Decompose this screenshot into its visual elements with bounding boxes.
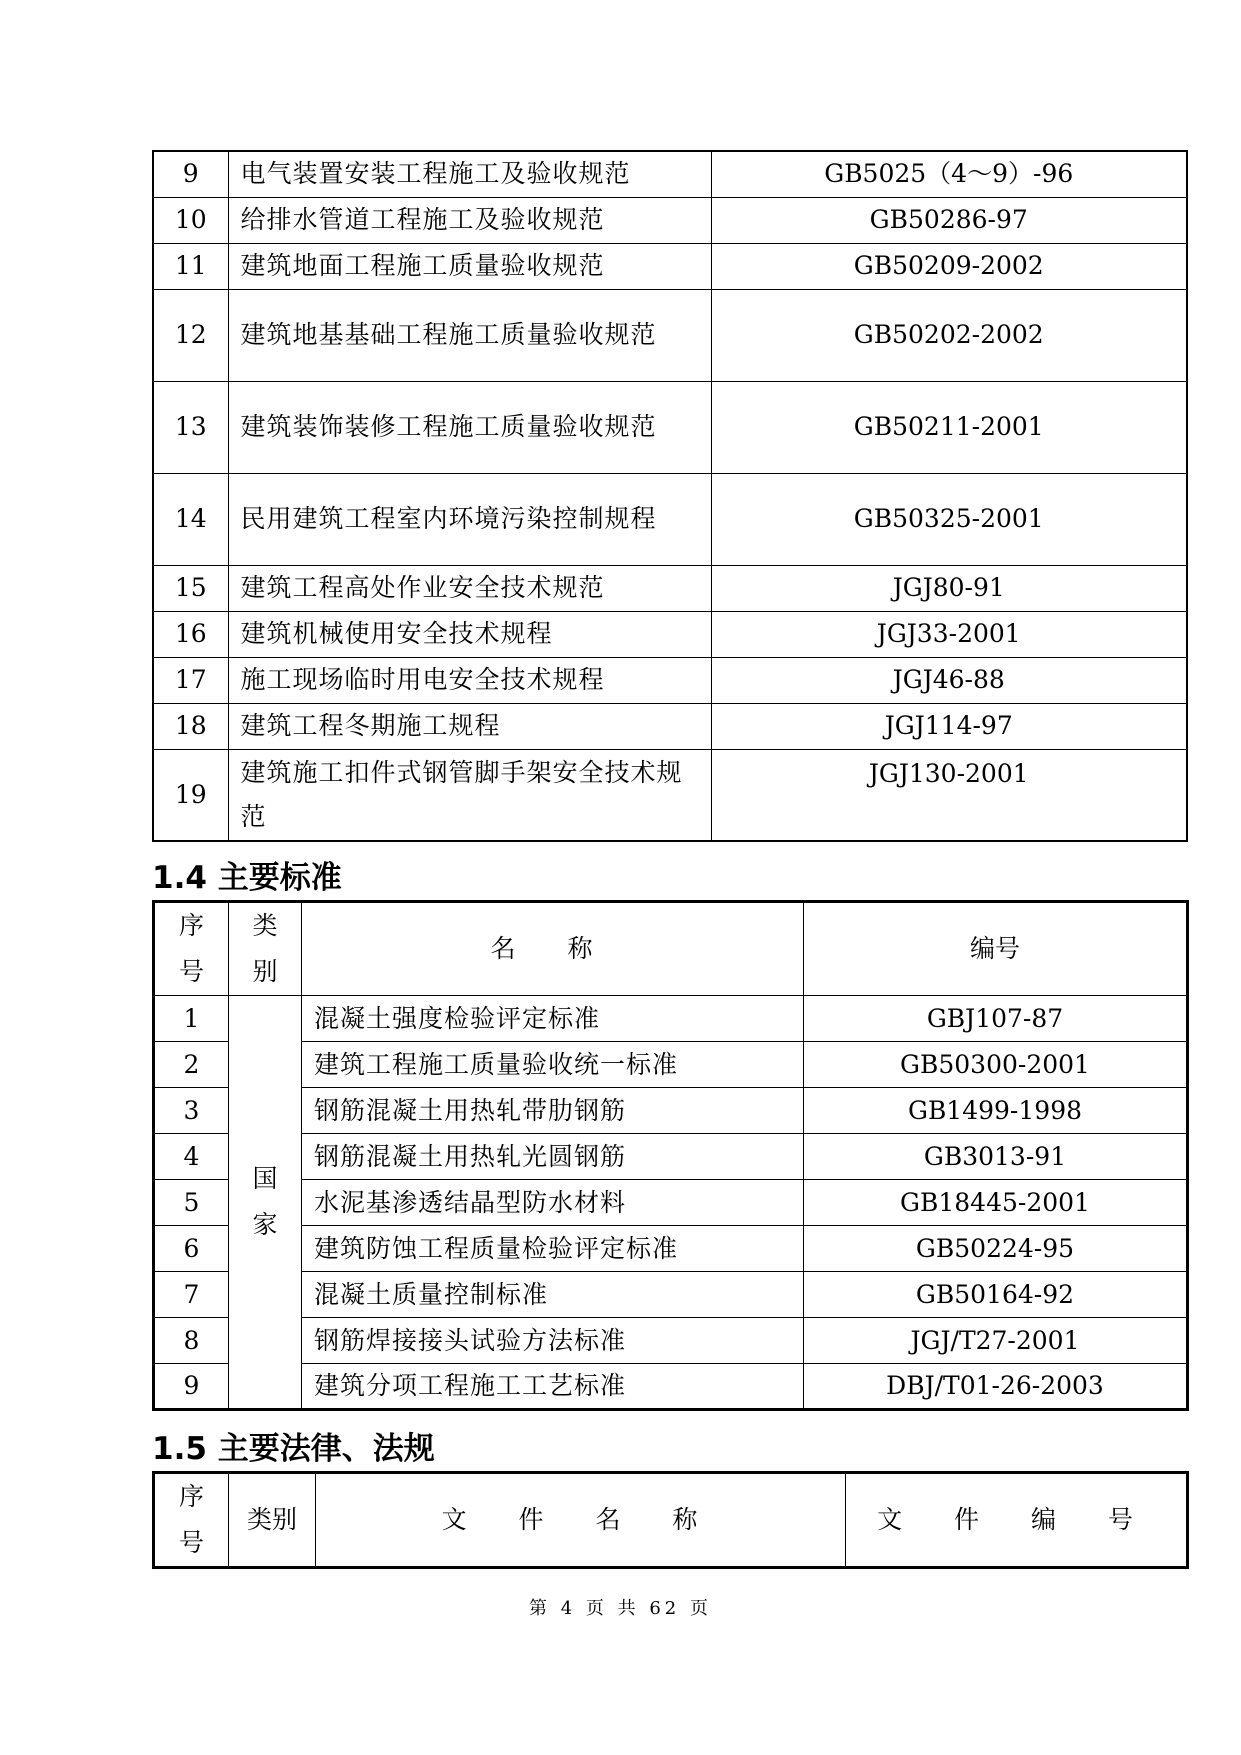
- table-row: [153, 289, 1187, 381]
- table-row: [154, 996, 1188, 1042]
- table-row: [153, 243, 1187, 289]
- row-number: 6: [154, 1226, 229, 1272]
- table-row: [153, 703, 1187, 749]
- row-number: 19: [153, 749, 228, 841]
- row-code: JGJ33-2001: [711, 611, 1187, 657]
- table-row: [154, 1180, 1188, 1226]
- row-code: GB50224-95: [804, 1226, 1188, 1272]
- table-row: [153, 473, 1187, 565]
- row-name: 建筑防蚀工程质量检验评定标准: [302, 1226, 804, 1272]
- row-code: DBJ/T01-26-2003: [804, 1364, 1188, 1410]
- table-row: [153, 657, 1187, 703]
- row-number: 5: [154, 1180, 229, 1226]
- row-name: 施工现场临时用电安全技术规程: [228, 657, 711, 703]
- row-name: 建筑机械使用安全技术规程: [228, 611, 711, 657]
- laws-header-row: [154, 1473, 1188, 1568]
- row-name: 电气装置安装工程施工及验收规范: [228, 151, 711, 197]
- laws-header-category: 类别: [229, 1473, 316, 1568]
- table-row: [153, 565, 1187, 611]
- row-number: 16: [153, 611, 228, 657]
- row-code: GB50325-2001: [711, 473, 1187, 565]
- row-name: 民用建筑工程室内环境污染控制规程: [228, 473, 711, 565]
- standards-header-row: [154, 902, 1188, 996]
- row-name: 建筑工程施工质量验收统一标准: [302, 1042, 804, 1088]
- row-code: GB18445-2001: [804, 1180, 1188, 1226]
- category-cell: 国 家: [229, 996, 302, 1410]
- table-row: [153, 749, 1187, 841]
- table-row: [154, 1318, 1188, 1364]
- table-row: [154, 1226, 1188, 1272]
- laws-table: [152, 1471, 1189, 1569]
- row-number: 17: [153, 657, 228, 703]
- row-number: 10: [153, 197, 228, 243]
- header-seq: 序 号: [154, 902, 229, 996]
- row-name: 给排水管道工程施工及验收规范: [228, 197, 711, 243]
- header-code: 编号: [804, 902, 1188, 996]
- row-name: 钢筋混凝土用热轧带肋钢筋: [302, 1088, 804, 1134]
- row-code: GB3013-91: [804, 1134, 1188, 1180]
- page-footer: 第 4 页 共 62 页: [529, 1598, 712, 1619]
- header-category: 类 别: [229, 902, 302, 996]
- row-name: 建筑地基基础工程施工质量验收规范: [228, 289, 711, 381]
- row-code: JGJ80-91: [711, 565, 1187, 611]
- row-number: 15: [153, 565, 228, 611]
- row-number: 2: [154, 1042, 229, 1088]
- row-number: 13: [153, 381, 228, 473]
- row-code: GB50209-2002: [711, 243, 1187, 289]
- row-name: 钢筋焊接接头试验方法标准: [302, 1318, 804, 1364]
- row-number: 12: [153, 289, 228, 381]
- row-code: GB1499-1998: [804, 1088, 1188, 1134]
- row-code: JGJ114-97: [711, 703, 1187, 749]
- row-number: 14: [153, 473, 228, 565]
- row-name: 建筑地面工程施工质量验收规范: [228, 243, 711, 289]
- standards-table-body: [154, 902, 1188, 1410]
- row-code: GB50286-97: [711, 197, 1187, 243]
- laws-header-seq: 序 号: [154, 1473, 229, 1568]
- specifications-table-body: [153, 151, 1187, 841]
- row-code: GB50211-2001: [711, 381, 1187, 473]
- row-number: 3: [154, 1088, 229, 1134]
- row-name: 建筑施工扣件式钢管脚手架安全技术规范: [228, 749, 711, 841]
- row-code: JGJ130-2001: [711, 749, 1187, 841]
- row-name: 混凝土质量控制标准: [302, 1272, 804, 1318]
- row-name: 水泥基渗透结晶型防水材料: [302, 1180, 804, 1226]
- row-name: 建筑装饰装修工程施工质量验收规范: [228, 381, 711, 473]
- row-code: GB50202-2002: [711, 289, 1187, 381]
- table-row: [154, 1134, 1188, 1180]
- laws-header-name: 文 件 名 称: [316, 1473, 846, 1568]
- row-name: 钢筋混凝土用热轧光圆钢筋: [302, 1134, 804, 1180]
- row-name: 建筑工程冬期施工规程: [228, 703, 711, 749]
- section-heading-laws: 1.5 主要法律、法规: [152, 1431, 435, 1467]
- row-number: 8: [154, 1318, 229, 1364]
- row-code: GB5025（4～9）-96: [711, 151, 1187, 197]
- row-number: 4: [154, 1134, 229, 1180]
- table-row: [154, 1272, 1188, 1318]
- row-name: 建筑分项工程施工工艺标准: [302, 1364, 804, 1410]
- table-row: [153, 197, 1187, 243]
- row-number: 18: [153, 703, 228, 749]
- section-heading-standards: 1.4 主要标准: [152, 860, 342, 896]
- table-row: [154, 1042, 1188, 1088]
- table-row: [154, 1364, 1188, 1410]
- row-number: 1: [154, 996, 229, 1042]
- table-row: [154, 1088, 1188, 1134]
- row-code: JGJ/T27-2001: [804, 1318, 1188, 1364]
- row-number: 9: [153, 151, 228, 197]
- row-number: 7: [154, 1272, 229, 1318]
- row-name: 建筑工程高处作业安全技术规范: [228, 565, 711, 611]
- row-name: 混凝土强度检验评定标准: [302, 996, 804, 1042]
- row-number: 11: [153, 243, 228, 289]
- row-code: GBJ107-87: [804, 996, 1188, 1042]
- laws-header-code: 文 件 编 号: [846, 1473, 1188, 1568]
- standards-table: [152, 900, 1189, 1411]
- row-code: GB50300-2001: [804, 1042, 1188, 1088]
- header-name: 名 称: [302, 902, 804, 996]
- row-number: 9: [154, 1364, 229, 1410]
- table-row: [153, 611, 1187, 657]
- row-code: GB50164-92: [804, 1272, 1188, 1318]
- table-row: [153, 381, 1187, 473]
- row-code: JGJ46-88: [711, 657, 1187, 703]
- specifications-table: [152, 150, 1188, 842]
- table-row: [153, 151, 1187, 197]
